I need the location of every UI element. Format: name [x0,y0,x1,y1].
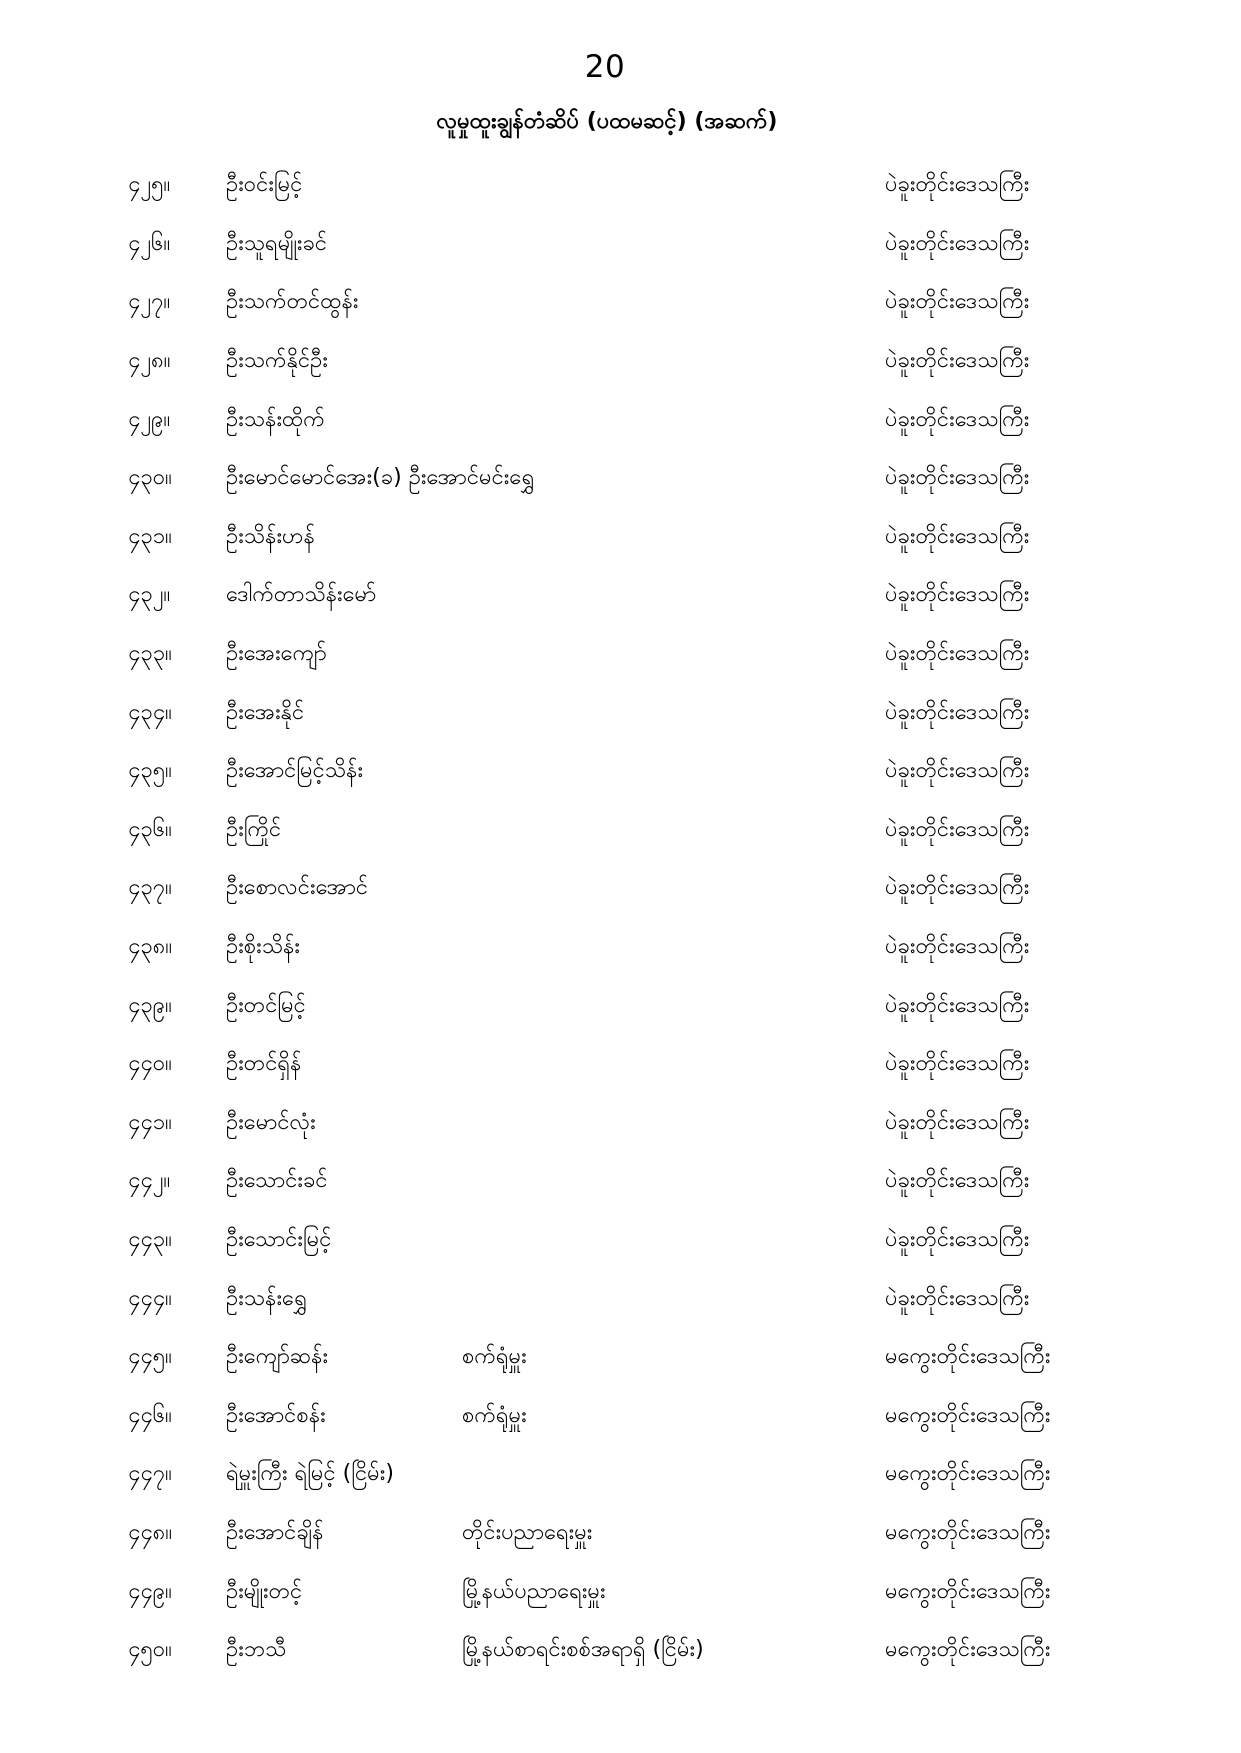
table-row [0,1094,1241,1153]
table-row [0,801,1241,860]
row-name: ဦးသောင်းခင် [226,1168,328,1194]
row-name: ဦးဘသီ [226,1637,287,1663]
row-region: ပဲခူးတိုင်းဒေသကြီး [885,641,1030,667]
row-serial-number: ၄၃၇။ [128,875,172,901]
table-row [0,1269,1241,1328]
row-serial-number: ၄၃၉။ [128,992,172,1018]
row-position: စက်ရုံမှူး [462,1402,527,1428]
row-serial-number: ၄၃၁။ [128,523,172,549]
table-row [0,1504,1241,1563]
row-region: ပဲခူးတိုင်းဒေသကြီး [885,1109,1030,1135]
row-name: ဦးတင်မြင့် [226,992,306,1018]
row-region: ပဲခူးတိုင်းဒေသကြီး [885,816,1030,842]
row-name: ဦးအောင်မြင့်သိန်း [226,758,364,784]
row-serial-number: ၄၄၅။ [128,1344,172,1370]
row-serial-number: ၄၄၉။ [128,1578,172,1604]
row-serial-number: ၄၃၆။ [128,816,172,842]
row-serial-number: ၄၄၈။ [128,1520,172,1546]
row-name: ဦးသန်းထိုက် [226,406,325,432]
row-region: မကွေးတိုင်းဒေသကြီး [885,1402,1051,1428]
row-name: ဦးသိန်းဟန် [226,523,315,549]
table-row [0,449,1241,508]
row-region: ပဲခူးတိုင်းဒေသကြီး [885,1168,1030,1194]
row-position: မြို့နယ်ပညာရေးမှူး [462,1578,606,1604]
row-serial-number: ၄၄၀။ [128,1051,172,1077]
row-serial-number: ၄၄၆။ [128,1402,172,1428]
row-position: တိုင်းပညာရေးမှူး [462,1520,593,1546]
row-region: ပဲခူးတိုင်းဒေသကြီး [885,758,1030,784]
table-row [0,683,1241,742]
row-serial-number: ၄၃၀။ [128,465,172,491]
document-title: လူမှုထူးချွန်တံဆိပ် (ပထမဆင့်) (အဆက်) [436,109,778,134]
table-row [0,332,1241,391]
row-region: ပဲခူးတိုင်းဒေသကြီး [885,348,1030,374]
row-position: မြို့နယ်စာရင်းစစ်အရာရှိ (ငြိမ်း) [462,1637,704,1663]
row-name: ဦးသက်တင်ထွန်း [226,289,359,315]
table-row [0,1386,1241,1445]
row-region: မကွေးတိုင်းဒေသကြီး [885,1520,1051,1546]
row-name: ဦးအေးကျော် [226,641,327,667]
table-row [0,1445,1241,1504]
row-serial-number: ၄၃၂။ [128,582,171,608]
row-region: ပဲခူးတိုင်းဒေသကြီး [885,1051,1030,1077]
table-row [0,859,1241,918]
row-region: မကွေးတိုင်းဒေသကြီး [885,1344,1051,1370]
table-row [0,1621,1241,1680]
row-name: ဦးအောင်စန်း [226,1402,326,1428]
table-row [0,390,1241,449]
row-region: ပဲခူးတိုင်းဒေသကြီး [885,1227,1030,1253]
table-row [0,625,1241,684]
row-name: ဦးကြိုင် [226,816,282,842]
row-name: ဦးမျိုးတင့် [226,1578,303,1604]
row-name: ဦးသက်နိုင်ဦး [226,348,328,374]
row-name: ဦးမောင်လုံး [226,1109,316,1135]
table-row [0,508,1241,567]
row-serial-number: ၄၄၄။ [128,1285,172,1311]
row-serial-number: ၄၂၆။ [128,230,171,256]
row-serial-number: ၄၃၈။ [128,934,172,960]
row-name: ရဲမှူးကြီး ရဲမြင့် (ငြိမ်း) [226,1461,394,1487]
table-row [0,1035,1241,1094]
row-region: မကွေးတိုင်းဒေသကြီး [885,1637,1051,1663]
row-region: ပဲခူးတိုင်းဒေသကြီး [885,934,1030,960]
row-region: ပဲခူးတိုင်းဒေသကြီး [885,406,1030,432]
row-serial-number: ၄၄၂။ [128,1168,171,1194]
row-serial-number: ၄၂၉။ [128,406,171,432]
row-serial-number: ၄၃၃။ [128,641,172,667]
row-name: ဦးကျော်ဆန်း [226,1344,329,1370]
row-name: ဦးဝင်းမြင့် [226,172,303,198]
row-name: ဒေါက်တာသိန်းမော် [226,582,377,608]
table-row [0,156,1241,215]
table-row [0,742,1241,801]
row-region: ပဲခူးတိုင်းဒေသကြီး [885,1285,1030,1311]
row-region: မကွေးတိုင်းဒေသကြီး [885,1461,1051,1487]
row-serial-number: ၄၄၇။ [128,1461,172,1487]
row-name: ဦးသူရမျိုးခင် [226,230,328,256]
row-name: ဦးအောင်ချိန် [226,1520,324,1546]
row-region: ပဲခူးတိုင်းဒေသကြီး [885,289,1030,315]
row-name: ဦးတင်ရှိန် [226,1051,302,1077]
awardee-list [0,156,1241,1679]
table-row [0,1211,1241,1270]
row-region: ပဲခူးတိုင်းဒေသကြီး [885,523,1030,549]
row-name: ဦးစိုးသိန်း [226,934,300,960]
row-name: ဦးသန်းရွှေ [226,1285,308,1311]
table-row [0,1152,1241,1211]
row-serial-number: ၄၂၅။ [128,172,171,198]
row-region: ပဲခူးတိုင်းဒေသကြီး [885,172,1030,198]
page-number: 20 [584,49,626,85]
row-serial-number: ၄၅၀။ [128,1637,172,1663]
table-row [0,976,1241,1035]
row-position: စက်ရုံမှူး [462,1344,527,1370]
row-serial-number: ၄၄၃။ [128,1227,172,1253]
row-serial-number: ၄၃၄။ [128,699,172,725]
row-name: ဦးအေးနိုင် [226,699,305,725]
table-row [0,215,1241,274]
row-region: ပဲခူးတိုင်းဒေသကြီး [885,465,1030,491]
row-region: မကွေးတိုင်းဒေသကြီး [885,1578,1051,1604]
row-serial-number: ၄၂၈။ [128,348,171,374]
row-name: ဦးသောင်းမြင့် [226,1227,332,1253]
table-row [0,273,1241,332]
table-row [0,1562,1241,1621]
row-name: ဦးစောလင်းအောင် [226,875,369,901]
table-row [0,918,1241,977]
row-region: ပဲခူးတိုင်းဒေသကြီး [885,582,1030,608]
row-serial-number: ၄၂၇။ [128,289,171,315]
row-region: ပဲခူးတိုင်းဒေသကြီး [885,230,1030,256]
row-serial-number: ၄၃၅။ [128,758,172,784]
row-name: ဦးမောင်မောင်အေး(ခ) ဦးအောင်မင်းရွှေ [226,465,535,491]
row-region: ပဲခူးတိုင်းဒေသကြီး [885,875,1030,901]
row-serial-number: ၄၄၁။ [128,1109,172,1135]
row-region: ပဲခူးတိုင်းဒေသကြီး [885,699,1030,725]
table-row [0,1328,1241,1387]
table-row [0,566,1241,625]
row-region: ပဲခူးတိုင်းဒေသကြီး [885,992,1030,1018]
